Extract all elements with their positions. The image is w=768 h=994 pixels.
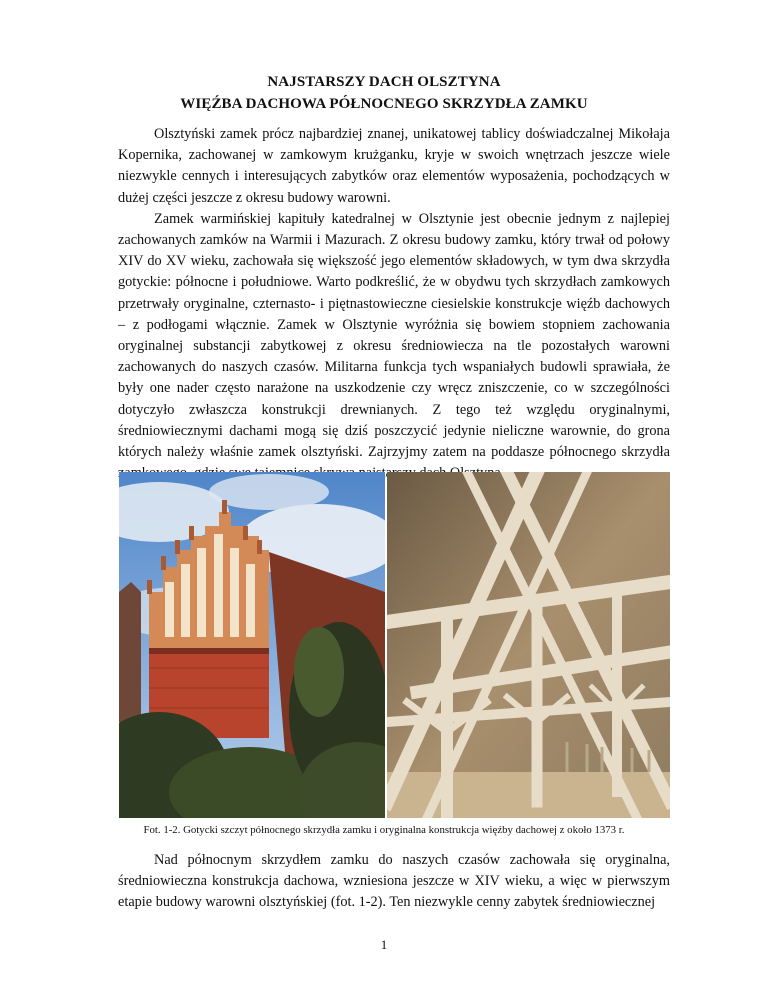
roof-truss-photo: [387, 472, 670, 818]
castle-gable-photo: [119, 472, 385, 818]
document-title: NAJSTARSZY DACH OLSZTYNA: [267, 74, 501, 90]
figure-caption: Fot. 1-2. Gotycki szczyt północnego skrzydła zamku i oryginalna konstrukcja więźby dachowej z około 1373 r.: [143, 824, 625, 836]
paragraph-1: Olsztyński zamek prócz najbardziej znanej, unikatowej tablicy doświadczalnej Mikołaja Kopernika, zachowanej w zamkowym krużganku, kryje w swoich wnętrzach jeszcze wiele niezwykle cennych i interesujących zabytków oraz elementów wyposażenia, pochodzących w dużej części jeszcze z okresu budowy warowni.: [118, 126, 670, 206]
paragraph-2: Zamek warmińskiej kapituły katedralnej w Olsztynie jest obecnie jednym z najlepiej zachowanych zamków na Warmii i Mazurach. Z okresu budowy zamku, który trwał od połowy XIV do XV wieku, zachowała się większość jego elementów składowych, w tym dwa skrzydła gotyckie: północne i południowe. Warto podkreślić, że w obydwu tych skrzydłach zamkowych przetrwały oryginalne, czternasto- i piętnastowieczne ciesielskie konstrukcje więźb dachowych – z podłogami włącznie. Zamek w Olsztynie wyróżnia się bowiem stopniem zachowania oryginalnej substancji zabytkowej z okresu średniowiecza na tle pozostałych warowni zachowanych do naszych czasów. Militarna funkcja tych wspaniałych budowli sprawiała, że były one nader często narażone na uszkodzenie czy wręcz zniszczenie, co w szczególności dotyczyło zwłaszcza konstrukcji drewnianych. Z tego też względu oryginalnymi, średniowiecznymi dachami mogą się dziś poszczycić jedynie nieliczne warownie, do grona których należy właśnie zamek olsztyński. Zajrzyjmy zatem na poddasze północnego skrzydła: [118, 210, 670, 461]
body-text: [118, 124, 670, 484]
document-subtitle: WIĘŹBA DACHOWA PÓŁNOCNEGO SKRZYDŁA ZAMKU: [180, 96, 588, 112]
photo-figure: [119, 472, 670, 818]
paragraph-3: Nad północnym skrzydłem zamku do naszych czasów zachowała się oryginalna, średniowieczna konstrukcja dachowa, wzniesiona jeszcze w XIV wieku, a więc w pierwszym etapie budowy warowni olsztyńskiej (fot. 1-2). Ten niezwykle cenny zabytek średniowiecznej: [118, 852, 670, 911]
page-number: 1: [380, 937, 388, 952]
lower-body-text: [118, 850, 670, 914]
